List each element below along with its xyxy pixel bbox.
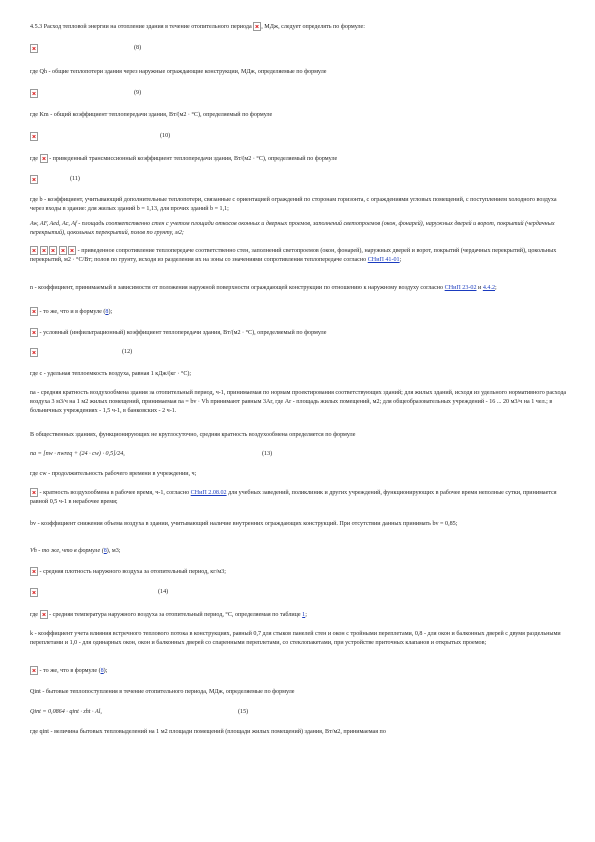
text: - приведенный трансмиссионный коэффициент теплопередачи здания, Вт/(м2 · °С), определяемый по формуле: [49, 155, 338, 162]
formula-image-icon: [30, 132, 38, 141]
text: - средняя плотность наружного воздуха за отопительный период, кг/м3;: [39, 568, 226, 575]
equation-number: (14): [158, 589, 169, 595]
formula-image-icon: [30, 488, 38, 497]
equation-number: (15): [238, 709, 249, 715]
text: );: [103, 667, 108, 674]
paragraph: Qint - бытовые теплопоступления в течение отопительного периода, МДж, определяемые по формуле: [30, 689, 295, 695]
formula-image-icon: [30, 567, 38, 576]
text: ;: [495, 285, 497, 291]
formula-image-icon: [30, 246, 38, 255]
formula-image-icon: [30, 44, 38, 53]
formula-image-icon: [40, 154, 48, 163]
link-snip-2-08-02[interactable]: СНиП 2.08.02: [190, 489, 227, 496]
formula-image-icon: [30, 588, 38, 597]
text: - кратность воздухообмена в рабочее время, ч-1, согласно: [39, 489, 190, 496]
text: 4.5.3 Расход тепловой энергии на отопление здания в течение отопительного периода: [30, 23, 252, 30]
formula-image-icon: [30, 307, 38, 316]
paragraph: где b - коэффициент, учитывающий дополнительные теплопотери, связанные с ориентацией ограждений по сторонам горизонта, с ограждениями угловых помещений, с поступлением холодного воздуха через входы в здание: для жилых зданий b = 1,13, для прочих зданий b = 1,1;: [30, 197, 557, 212]
paragraph: na - средняя кратность воздухообмена здания за отопительный период, ч-1, принимаемая по нормам проектирования соответствующих зданий; для жилых зданий, исходя из удельного нормативного расхода воздуха 3 м3/ч на 1 м2 жилых помещений, принимаемая na = bv · Vh принимают равным 3Ar, где Ar - площадь жилых помещений, м2; для общеобразовательных учреждений - 16 ... 20 м3/ч на 1 чел.; в больничных учреждениях - 1,5 ч-1, в банковских - 2 ч-1.: [30, 390, 567, 414]
text: для учебных заведений, поликлиник и других учреждений, функционирующих в рабочее время неполные сутки, принимается равной 0,5 ч-1 в нерабочее время;: [30, 489, 557, 505]
equation-number: (11): [70, 176, 80, 182]
paragraph: [30, 610, 307, 620]
paragraph: [30, 567, 226, 577]
formula-image-icon: [30, 348, 38, 357]
equation-text: Qint = 0,0864 · qint · zht · Al,: [30, 709, 102, 715]
paragraph: [30, 547, 120, 556]
paragraph: [30, 246, 570, 265]
paragraph: где c - удельная теплоемкость воздуха, равная 1 кДж/(кг · °С);: [30, 371, 192, 377]
formula-image-icon: [30, 328, 38, 337]
equation-9: [30, 89, 141, 98]
paragraph: [30, 154, 337, 164]
text: где: [30, 155, 39, 162]
text: - то же, что и в формуле (: [39, 308, 106, 315]
equation-number: (9): [134, 90, 142, 96]
formula-image-icon: [30, 666, 38, 675]
link-snip-23-02[interactable]: СНиП 23-02: [444, 285, 477, 291]
link-table-1[interactable]: 1: [302, 611, 306, 618]
paragraph: bv - коэффициент снижения объема воздуха в здании, учитывающий наличие внутренних ограждающих конструкций. При отсутствии данных принимать bv = 0,85;: [30, 521, 458, 527]
paragraph: [30, 488, 570, 507]
paragraph: В общественных зданиях, функционирующих не круглосуточно, средняя кратность воздухообмена определяется по формуле: [30, 432, 356, 438]
equation-number: (10): [160, 133, 171, 139]
paragraph: [30, 328, 326, 338]
formula-image-icon: [253, 22, 261, 31]
text: ), м3;: [106, 548, 121, 554]
equation-8: [30, 44, 141, 53]
link-snip-41-01[interactable]: СНиП 41-01: [367, 256, 400, 263]
text: Vh - то же, что в формуле (: [30, 548, 104, 554]
text: - то же, что в формуле (: [39, 667, 101, 674]
text: - условный (инфильтрационный) коэффициент теплопередачи здания, Вт/(м2 · °С), определяемый по формуле: [39, 329, 327, 336]
formula-image-icon: [30, 175, 38, 184]
paragraph: где Qh - общие теплопотери здания через наружные ограждающие конструкции, МДж, определяемые по формуле: [30, 69, 327, 75]
text: n - коэффициент, принимаемый в зависимости от положения наружной поверхности ограждающей конструкции по отношению к наружному воздуху согласно: [30, 285, 444, 291]
text: );: [108, 308, 113, 315]
equation-15: [30, 708, 570, 717]
equation-12: [30, 348, 132, 357]
text: и: [478, 285, 482, 291]
formula-image-icon: [68, 246, 76, 255]
paragraph: где cw - продолжительность рабочего времени в учреждении, ч;: [30, 471, 197, 477]
paragraph: k - коэффициент учета влияния встречного теплового потока в конструкциях, равный 0,7 для стыков панелей стен и окон с тройными переплетами, 0,8 - для окон и балконных дверей с двумя раздельными переплетами и 1,0 - для одинарных окон, окон и балконных дверей со спаренными переплетами, со стеклопакетами, при устройстве приточных клапанов и открытых проемов;: [30, 631, 561, 646]
equation-number: (13): [262, 451, 273, 457]
paragraph: Aw, AF, Aed, Ac, Af - площадь соответственно стен с учетом площади откосов оконных и дверных проемов, заполнений светопроемов (окон, фонарей), наружных дверей и ворот, покрытий (чердачных перекрытий), цокольных перекрытий, полов по грунту, м2;: [30, 221, 555, 236]
link-4-4-2[interactable]: 4.4.2: [482, 285, 496, 291]
text: - приведенное сопротивление теплопередаче соответственно стен, заполнений светопроемов (окон, фонарей), наружных дверей и ворот, покрытий (чердачных перекрытий), цокольных перекрытий, м2 · °С/Вт; полов по грунту, исходя из разделения их на зоны со значениями сопротивления теплопередаче согласно: [30, 247, 557, 263]
equation-number: (12): [122, 349, 133, 355]
formula-image-icon: [40, 246, 48, 255]
paragraph: [30, 666, 107, 676]
link-formula-8[interactable]: 8: [103, 548, 107, 554]
text: ;: [399, 256, 402, 263]
equation-number: (8): [134, 45, 142, 51]
text: где: [30, 611, 39, 618]
formula-image-icon: [59, 246, 67, 255]
text: ;: [305, 611, 307, 618]
formula-image-icon: [30, 89, 38, 98]
paragraph: где qint - величина бытовых тепловыделений на 1 м2 площади помещений (площади жилых помещений) здания, Вт/м2, принимаемая по: [30, 729, 386, 735]
link-formula-8[interactable]: 8: [105, 308, 109, 315]
equation-text: na = [nw · nwreq + (24 · cw) · 0,5]/24,: [30, 451, 125, 457]
equation-11: [30, 175, 80, 184]
equation-14: [30, 588, 168, 597]
link-formula-8[interactable]: 8: [100, 667, 104, 674]
paragraph: [30, 284, 570, 293]
equation-13: [30, 450, 570, 459]
paragraph: где Km - общий коэффициент теплопередачи здания, Вт/(м2 · °С), определяемый по формуле: [30, 112, 273, 118]
formula-image-icon: [40, 610, 48, 619]
paragraph: [30, 307, 112, 317]
equation-10: [30, 132, 170, 141]
text: , МДж, следует определять по формуле:: [261, 23, 365, 30]
formula-image-icon: [49, 246, 57, 255]
paragraph-4-5-3: [30, 22, 365, 32]
text: - средняя температура наружного воздуха за отопительный период, °С, определяемая по таблице: [49, 611, 301, 618]
